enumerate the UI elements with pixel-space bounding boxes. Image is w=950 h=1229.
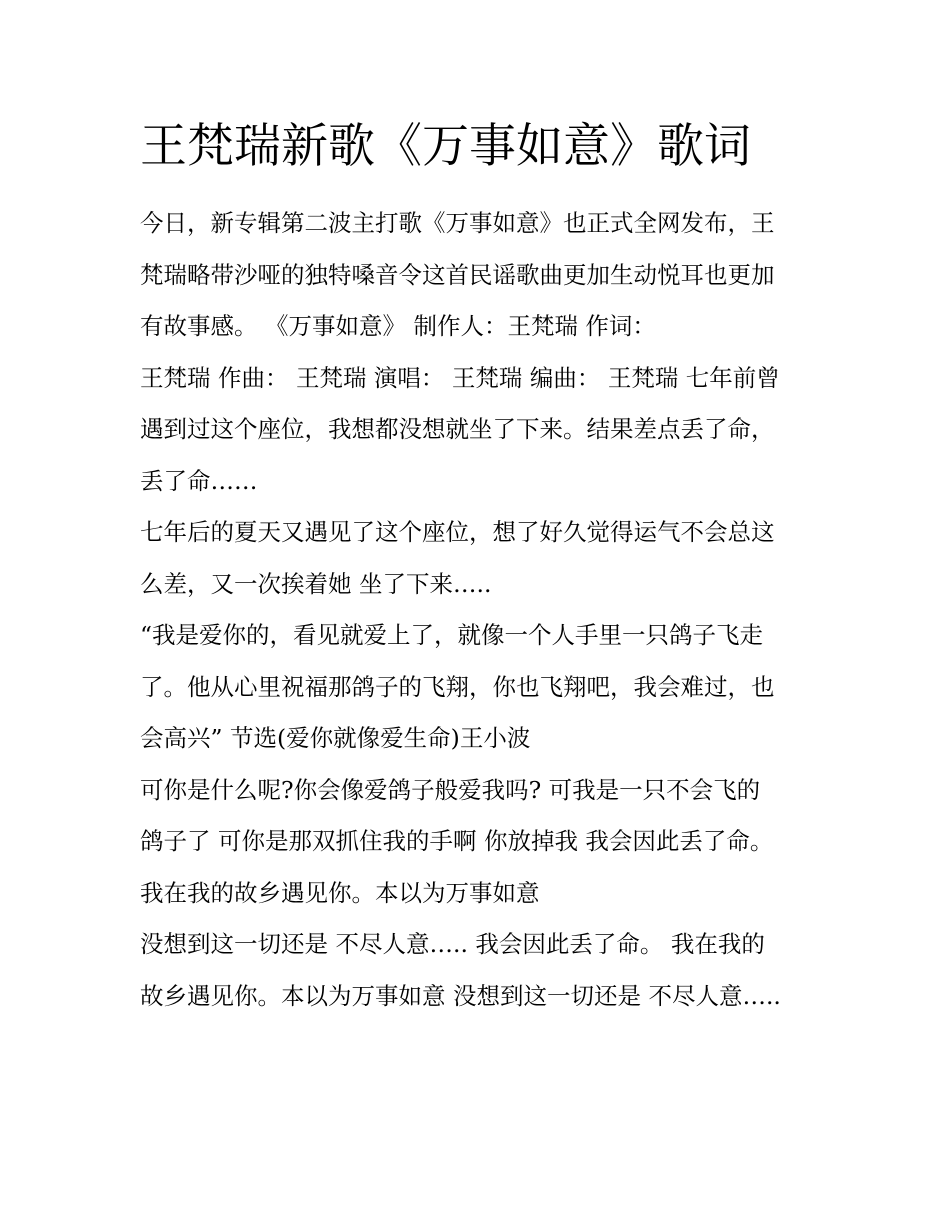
text-line: 王梵瑞 作曲： 王梵瑞 演唱： 王梵瑞 编曲： 王梵瑞 七年前曾	[140, 363, 780, 392]
text-line: 我在我的故乡遇见你。本以为万事如意	[140, 878, 540, 907]
text-line: 遇到过这个座位，我想都没想就坐了下来。结果差点丢了命，	[140, 415, 775, 443]
document-title: 王梵瑞新歌《万事如意》歌词	[140, 119, 751, 174]
text-line: 了。他从心里祝福那鸽子的飞翔，你也飞翔吧，我会难过，也	[140, 672, 775, 701]
text-line: 有故事感。 《万事如意》 制作人：王梵瑞 作词：	[140, 312, 656, 340]
text-line: 么差，又一次挨着她 坐了下来…..	[140, 569, 492, 598]
text-line: 梵瑞略带沙哑的独特嗓音令这首民谣歌曲更加生动悦耳也更加	[140, 260, 775, 289]
text-line: 故乡遇见你。本以为万事如意 没想到这一切还是 不尽人意…..	[140, 981, 781, 1010]
text-line: 会高兴” 节选(爱你就像爱生命)王小波	[140, 724, 531, 752]
text-line: 七年后的夏天又遇见了这个座位，想了好久觉得运气不会总这	[140, 518, 775, 546]
text-line: 鸽子了 可你是那双抓住我的手啊 你放掉我 我会因此丢了命。	[140, 827, 774, 855]
text-line: 今日，新专辑第二波主打歌《万事如意》也正式全网发布，王	[140, 209, 775, 237]
text-line: 丢了命……	[140, 466, 258, 495]
text-line: 没想到这一切还是 不尽人意….. 我会因此丢了命。 我在我的	[140, 930, 765, 958]
text-line: 可你是什么呢?你会像爱鸽子般爱我吗? 可我是一只不会飞的	[140, 775, 761, 804]
lyrics-body	[140, 198, 830, 1022]
text-line: “我是爱你的，看见就爱上了，就像一个人手里一只鸽子飞走	[140, 621, 764, 649]
